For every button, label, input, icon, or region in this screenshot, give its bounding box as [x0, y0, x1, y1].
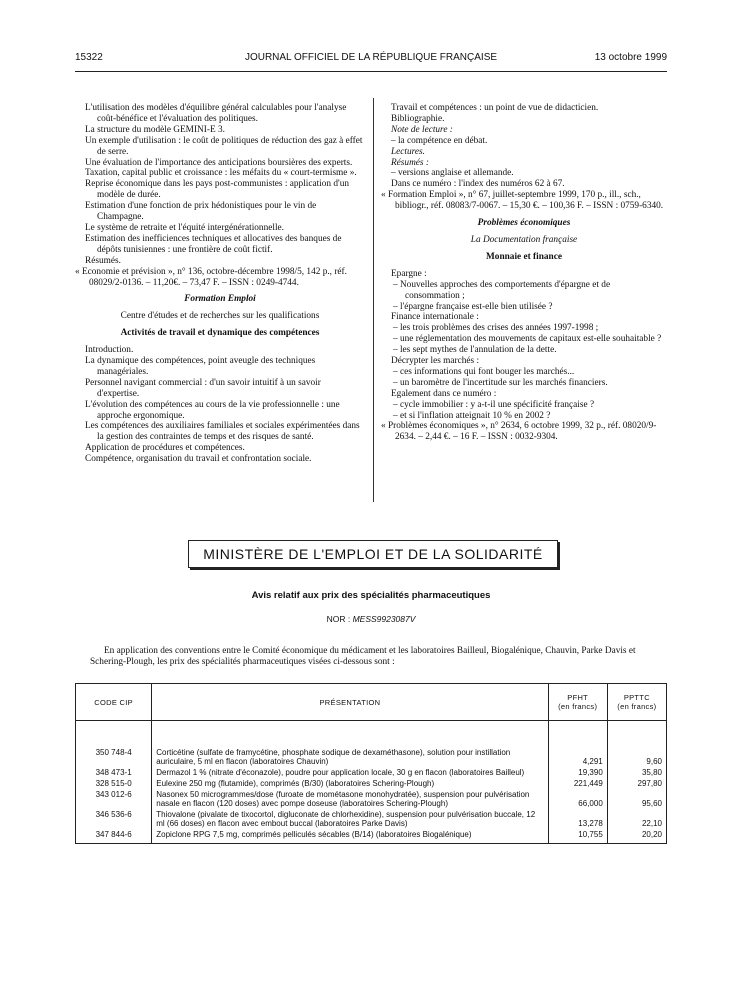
table-row	[76, 789, 667, 809]
ministry-box	[188, 540, 558, 568]
price-table	[75, 683, 667, 844]
cell-presentation: Eulexine 250 mg (flutamide), comprimés (B/30) (laboratoires Schering-Plough)	[152, 778, 548, 789]
cell-pfht: 4,291	[548, 747, 607, 767]
toc-item: Résumés.	[85, 255, 121, 266]
header-pfht-label: PFHT	[567, 693, 589, 702]
table-row	[76, 778, 667, 789]
header-pfht	[548, 684, 607, 721]
nor-line	[75, 614, 667, 624]
resumes-item: – versions anglaise et allemande.	[391, 168, 514, 179]
toc-item: Un exemple d'utilisation : le coût de politiques de réduction des gaz à effet de serre.	[85, 135, 363, 157]
cell-code: 348 473-1	[76, 767, 152, 778]
cell-presentation: Thiovalone (pivalate de tixocortol, digluconate de chlorhexidine), suspension pour pulvérisation buccale, 12 ml (66 doses) en flacon avec embout buccal (laboratoires Parke Davis)	[152, 809, 548, 829]
toc-item: L'utilisation des modèles d'équilibre général calculables pour l'analyse coût-bénéfice et l'évaluation des politiques.	[85, 103, 347, 124]
table-row	[76, 767, 667, 778]
cell-pfht: 19,390	[548, 767, 607, 778]
cell-code: 347 844-6	[76, 829, 152, 844]
topic-label: Epargne :	[391, 268, 427, 279]
toc-item: Compétence, organisation du travail et confrontation sociale.	[85, 454, 312, 465]
subsection-title: Monnaie et finance	[486, 251, 562, 262]
publisher: La Documentation française	[470, 234, 578, 245]
page-number: 15322	[75, 52, 103, 63]
topic-item: – cycle immobilier : y a-t-il une spécificité française ?	[393, 399, 595, 410]
topic-item: – ces informations qui font bouger les marchés...	[393, 366, 575, 377]
column-divider	[373, 98, 374, 502]
section-title: Problèmes économiques	[477, 218, 571, 229]
topic-item: – un baromètre de l'incertitude sur les marchés financiers.	[393, 377, 608, 388]
toc-item: Les compétences des auxiliaires familiales et sociales expérimentées dans la gestion des contraintes de temps et des risques de santé.	[85, 421, 360, 443]
spacer-row	[76, 721, 667, 748]
table-row	[76, 829, 667, 844]
cell-presentation: Nasonex 50 microgrammes/dose (furoate de mométasone monohydratée), suspension pour pulvérisation nasale en flacon (120 doses) avec pompe doseuse (laboratoires Schering-Plough)	[152, 789, 548, 809]
centre-name: Centre d'études et de recherches sur les qualifications	[120, 311, 320, 322]
cell-ppttc: 22,10	[607, 809, 666, 829]
cell-pfht: 221,449	[548, 778, 607, 789]
toc-item: Bibliographie.	[391, 113, 445, 124]
subsection-title: Activités de travail et dynamique des compétences	[120, 328, 320, 339]
toc-item: Introduction.	[85, 345, 134, 356]
right-column	[381, 103, 667, 443]
topic-label: Egalement dans ce numéro :	[391, 388, 497, 399]
cell-ppttc: 35,80	[607, 767, 666, 778]
cell-code: 350 748-4	[76, 747, 152, 767]
ministry-title: MINISTÈRE DE L'EMPLOI ET DE LA SOLIDARITÉ	[203, 546, 543, 562]
header-ppttc-label: PPTTC	[623, 693, 650, 702]
toc-item: Le système de retraite et l'équité intergénérationnelle.	[85, 222, 284, 233]
topic-item: – et si l'inflation atteignait 10 % en 2002 ?	[393, 410, 551, 421]
cell-presentation: Zopiclone RPG 7,5 mg, comprimés pelliculés sécables (B/14) (laboratoires Biogalénique)	[152, 829, 548, 844]
cell-pfht: 66,000	[548, 789, 607, 809]
toc-item: Travail et compétences : un point de vue de didacticien.	[391, 103, 599, 113]
intro-paragraph	[90, 646, 667, 668]
avis-title: Avis relatif aux prix des spécialités pharmaceutiques	[251, 590, 491, 601]
topic-item: – l'épargne française est-elle bien utilisée ?	[393, 301, 553, 312]
reference-line: « Formation Emploi », n° 67, juillet-septembre 1999, 170 p., ill., sch., bibliogr., réf. 08083/7-0067. – 15,30 €. – 100,36 F. – ISSN : 0759-6340.	[381, 190, 664, 212]
topic-item: – les trois problèmes des crises des années 1997-1998 ;	[393, 323, 599, 334]
section-title: Formation Emploi	[184, 294, 256, 305]
table-header-row	[76, 684, 667, 721]
toc-item: Reprise économique dans les pays post-communistes : application d'un modèle de durée.	[85, 179, 350, 201]
toc-item: Estimation des inefficiences techniques et allocatives des banques de dépôts tunisiennes : une frontière de coût fictif.	[85, 233, 342, 255]
issue-date: 13 octobre 1999	[594, 52, 667, 63]
toc-item: L'évolution des compétences au cours de la vie professionnelle : une approche ergonomique.	[85, 399, 340, 421]
topic-item: – les sept mythes de l'annulation de la dette.	[393, 345, 557, 356]
header-ppttc	[607, 684, 666, 721]
cell-pfht: 10,755	[548, 829, 607, 844]
header-ppttc-unit: (en francs)	[617, 702, 657, 711]
lectures-label: Lectures.	[391, 146, 425, 157]
cell-code: 346 536-6	[76, 809, 152, 829]
nor-label: NOR :	[326, 614, 351, 624]
table-row	[76, 747, 667, 767]
journal-title: JOURNAL OFFICIEL DE LA RÉPUBLIQUE FRANÇAISE	[244, 52, 498, 63]
toc-item: Personnel navigant commercial : d'un savoir intuitif à un savoir d'expertise.	[85, 377, 321, 399]
resumes-label: Résumés :	[391, 157, 429, 168]
cell-presentation: Dermazol 1 % (nitrate d'éconazole), poudre pour application locale, 30 g en flacon (laboratoires Bailleul)	[152, 767, 548, 778]
cell-code: 343 012-6	[76, 789, 152, 809]
cell-ppttc: 9,60	[607, 747, 666, 767]
header-rule	[75, 71, 667, 72]
toc-item: Application de procédures et compétences.	[85, 443, 245, 454]
cell-ppttc: 95,60	[607, 789, 666, 809]
nor-value: MESS9923087V	[352, 614, 416, 624]
reference-line: « Economie et prévision », n° 136, octobre-décembre 1998/5, 142 p., réf. 08029/2-0136. – 11,20€. – 73,47 F. – ISSN : 0249-4744.	[75, 266, 347, 288]
left-column	[75, 103, 365, 465]
toc-item: La dynamique des compétences, point aveugle des techniques managériales.	[85, 356, 316, 377]
header-pfht-unit: (en francs)	[558, 702, 598, 711]
header-code: CODE CIP	[76, 684, 152, 721]
cell-presentation: Corticétine (sulfate de framycétine, phosphate sodique de dexaméthasone), solution pour instillation auriculaire, 5 ml en flacon (laboratoires Chauvin)	[152, 747, 548, 767]
reference-line: « Problèmes économiques », n° 2634, 6 octobre 1999, 32 p., réf. 08020/9-2634. – 2,44 €. – 16 F. – ISSN : 0032-9304.	[381, 421, 657, 443]
header-presentation: PRÉSENTATION	[152, 684, 548, 721]
topic-item: – une réglementation des mouvements de capitaux est-elle souhaitable ?	[393, 334, 662, 345]
toc-item: Estimation d'une fonction de prix hédonistiques pour le vin de Champagne.	[85, 201, 317, 223]
toc-item: Taxation, capital public et croissance : les méfaits du « court-termisme ».	[85, 168, 357, 179]
cell-code: 328 515-0	[76, 778, 152, 789]
note-item: – la compétence en débat.	[391, 135, 488, 146]
table-row	[76, 809, 667, 829]
topic-label: Décrypter les marchés :	[391, 356, 480, 367]
note-label: Note de lecture :	[391, 124, 453, 135]
cell-ppttc: 297,80	[607, 778, 666, 789]
topic-item: – Nouvelles approches des comportements d'épargne et de consommation ;	[393, 279, 611, 301]
intro-text: En application des conventions entre le Comité économique du médicament et les laboratoires Bailleul, Biogalénique, Chauvin, Parke Davis et Schering-Plough, les prix des spécialités pharmaceutiques visées ci-dessous sont :	[90, 646, 636, 667]
cell-ppttc: 20,20	[607, 829, 666, 844]
page-header	[75, 52, 667, 66]
toc-item: La structure du modèle GEMINI-E 3.	[85, 124, 225, 135]
toc-item: Une évaluation de l'importance des anticipations boursières des experts.	[85, 157, 353, 168]
cell-pfht: 13,278	[548, 809, 607, 829]
topic-label: Finance internationale :	[391, 312, 479, 323]
toc-item: Dans ce numéro : l'index des numéros 62 à 67.	[391, 179, 565, 190]
